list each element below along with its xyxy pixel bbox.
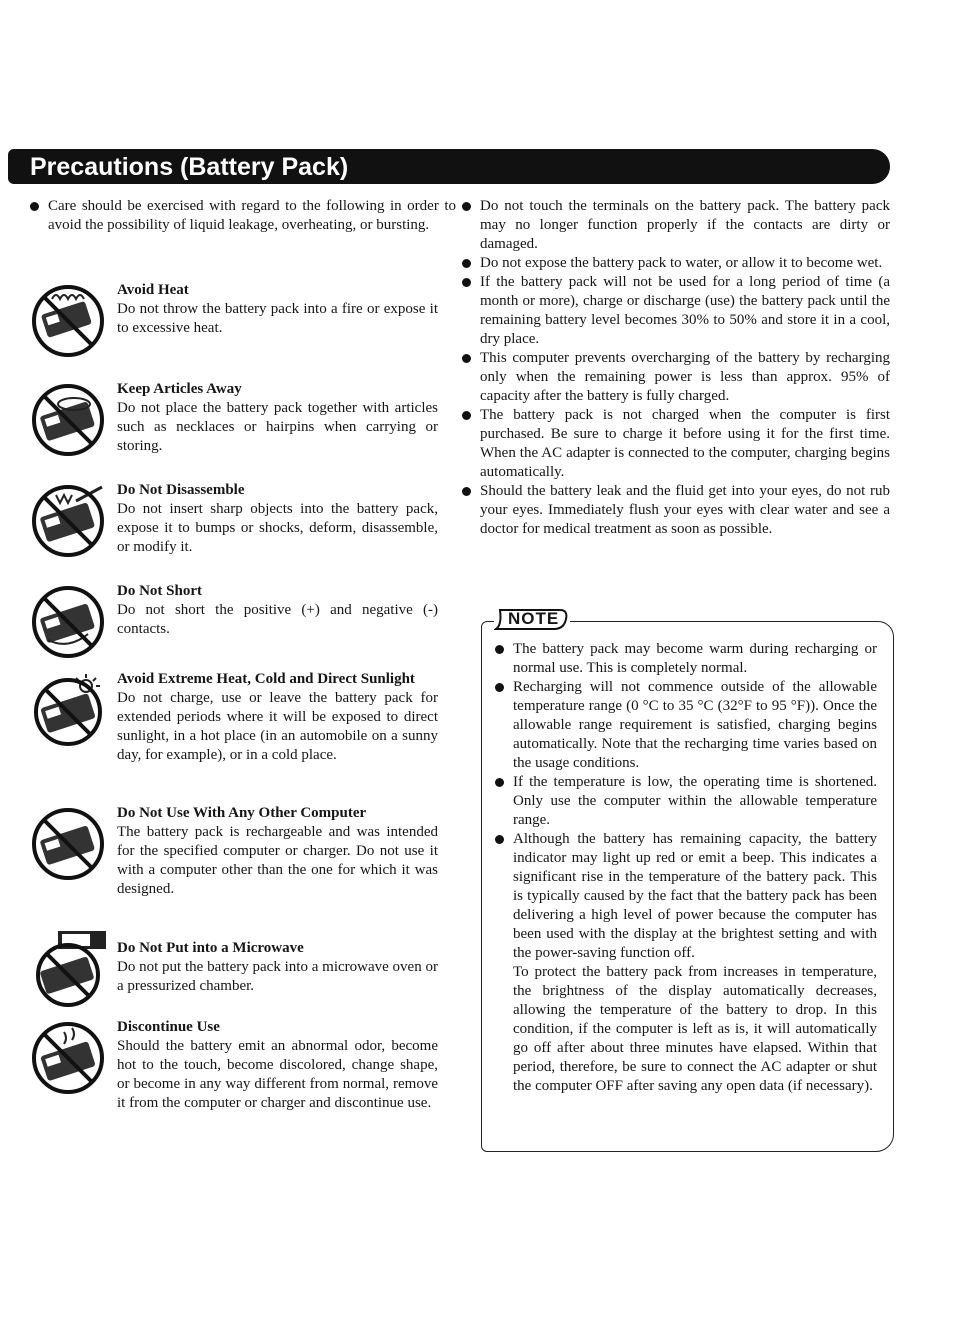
no-microwave-icon	[28, 929, 108, 1009]
no-articles-icon	[28, 380, 108, 460]
item-heading: Do Not Put into a Microwave	[117, 940, 304, 956]
item-heading: Do Not Use With Any Other Computer	[117, 805, 367, 821]
no-fire-icon	[28, 281, 108, 361]
item-heading: Discontinue Use	[117, 1019, 220, 1035]
page-title: Precautions (Battery Pack)	[30, 153, 349, 181]
item-text: Do not put the battery pack into a microwave oven or a pressurized chamber.	[117, 959, 438, 994]
item-heading: Do Not Disassemble	[117, 482, 245, 498]
precaution-item	[28, 670, 438, 780]
item-heading: Avoid Extreme Heat, Cold and Direct Sunlight	[117, 671, 415, 687]
item-text: Do not place the battery pack together with articles such as necklaces or hairpins when carrying or storing.	[117, 400, 438, 454]
right-column	[460, 197, 890, 539]
note-item: The battery pack may become warm during recharging or normal use. This is completely normal.	[493, 640, 877, 678]
list-item: If the battery pack will not be used for a long period of time (a month or more), charge or discharge (use) the battery pack until the remaining battery level becomes 30% to 50% and store it in a cool, dry place.	[460, 273, 890, 349]
item-text: Do not insert sharp objects into the battery pack, expose it to bumps or shocks, deform, disassemble, or modify it.	[117, 501, 438, 555]
no-leak-icon	[28, 1018, 108, 1098]
item-text: The battery pack is rechargeable and was intended for the specified computer or charger. Do not use it with a computer other than the one for which it was designed.	[117, 824, 438, 897]
precaution-item	[28, 481, 438, 591]
note-item: If the temperature is low, the operating time is shortened. Only use the computer within the allowable temperature range.	[493, 773, 877, 830]
item-text: Do not charge, use or leave the battery pack for extended periods where it will be exposed to direct sunlight, in a hot place (in an automobile on a sunny day, for example), or in a cold place.	[117, 690, 438, 763]
list-item: Do not touch the terminals on the battery pack. The battery pack may no longer function properly if the contacts are dirty or damaged.	[460, 197, 890, 254]
note-label: NOTE	[508, 609, 560, 628]
no-disassemble-icon	[28, 481, 108, 561]
list-item: Do not expose the battery pack to water, or allow it to become wet.	[460, 254, 890, 273]
no-sunlight-icon	[28, 670, 108, 750]
item-text: Should the battery emit an abnormal odor, become hot to the touch, become discolored, change shape, or become in any way different from normal, remove it from the computer or charger and discontinue use.	[117, 1038, 438, 1111]
note-badge	[494, 607, 570, 632]
list-item: The battery pack is not charged when the computer is first purchased. Be sure to charge it before using it for the first time. When the AC adapter is connected to the computer, charging begins automatically.	[460, 406, 890, 482]
precaution-item	[28, 380, 438, 490]
item-heading: Keep Articles Away	[117, 381, 242, 397]
item-text: Do not short the positive (+) and negative (-) contacts.	[117, 602, 438, 637]
section-banner	[8, 149, 890, 184]
no-short-icon	[28, 582, 108, 662]
precaution-item	[28, 281, 438, 391]
item-heading: Do Not Short	[117, 583, 202, 599]
note-paragraph: To protect the battery pack from increases in temperature, the brightness of the display automatically decreases, allowing the temperature of the battery to drop. In this condition, if the computer is left as is, it will automatically go off after about three minutes have elapsed. Within that period, therefore, be sure to connect the AC adapter or shut the computer OFF after saving any open data (if necessary).	[513, 964, 877, 1094]
precaution-item	[28, 804, 438, 914]
list-item: Should the battery leak and the fluid get into your eyes, do not rub your eyes. Immediately flush your eyes with clear water and see a doctor for medical treatment as soon as possible.	[460, 482, 890, 539]
no-other-computer-icon	[28, 804, 108, 884]
note-item: Recharging will not commence outside of the allowable temperature range (0 °C to 35 °C (32°F to 95 °F)). Once the allowable range requirement is satisfied, charging begins automatically. Note that the recharging time varies based on the usage conditions.	[493, 678, 877, 773]
note-content	[493, 640, 877, 1096]
intro-bullet	[28, 197, 456, 235]
item-text: Do not throw the battery pack into a fire or expose it to excessive heat.	[117, 301, 438, 336]
item-heading: Avoid Heat	[117, 282, 189, 298]
note-item: Although the battery has remaining capacity, the battery indicator may light up red or emit a beep. This indicates a significant rise in the temperature of the battery pack. This is typically caused by the fact that the battery pack has been delivering a high level of power because the computer has been used with the display at the brightest setting and with the power-saving function off.	[493, 830, 877, 963]
intro-text: Care should be exercised with regard to the following in order to avoid the possibility of liquid leakage, overheating, or bursting.	[48, 198, 456, 233]
list-item: This computer prevents overcharging of the battery by recharging only when the remaining power is less than approx. 95% of capacity after the battery is fully charged.	[460, 349, 890, 406]
precaution-item	[28, 1018, 438, 1128]
